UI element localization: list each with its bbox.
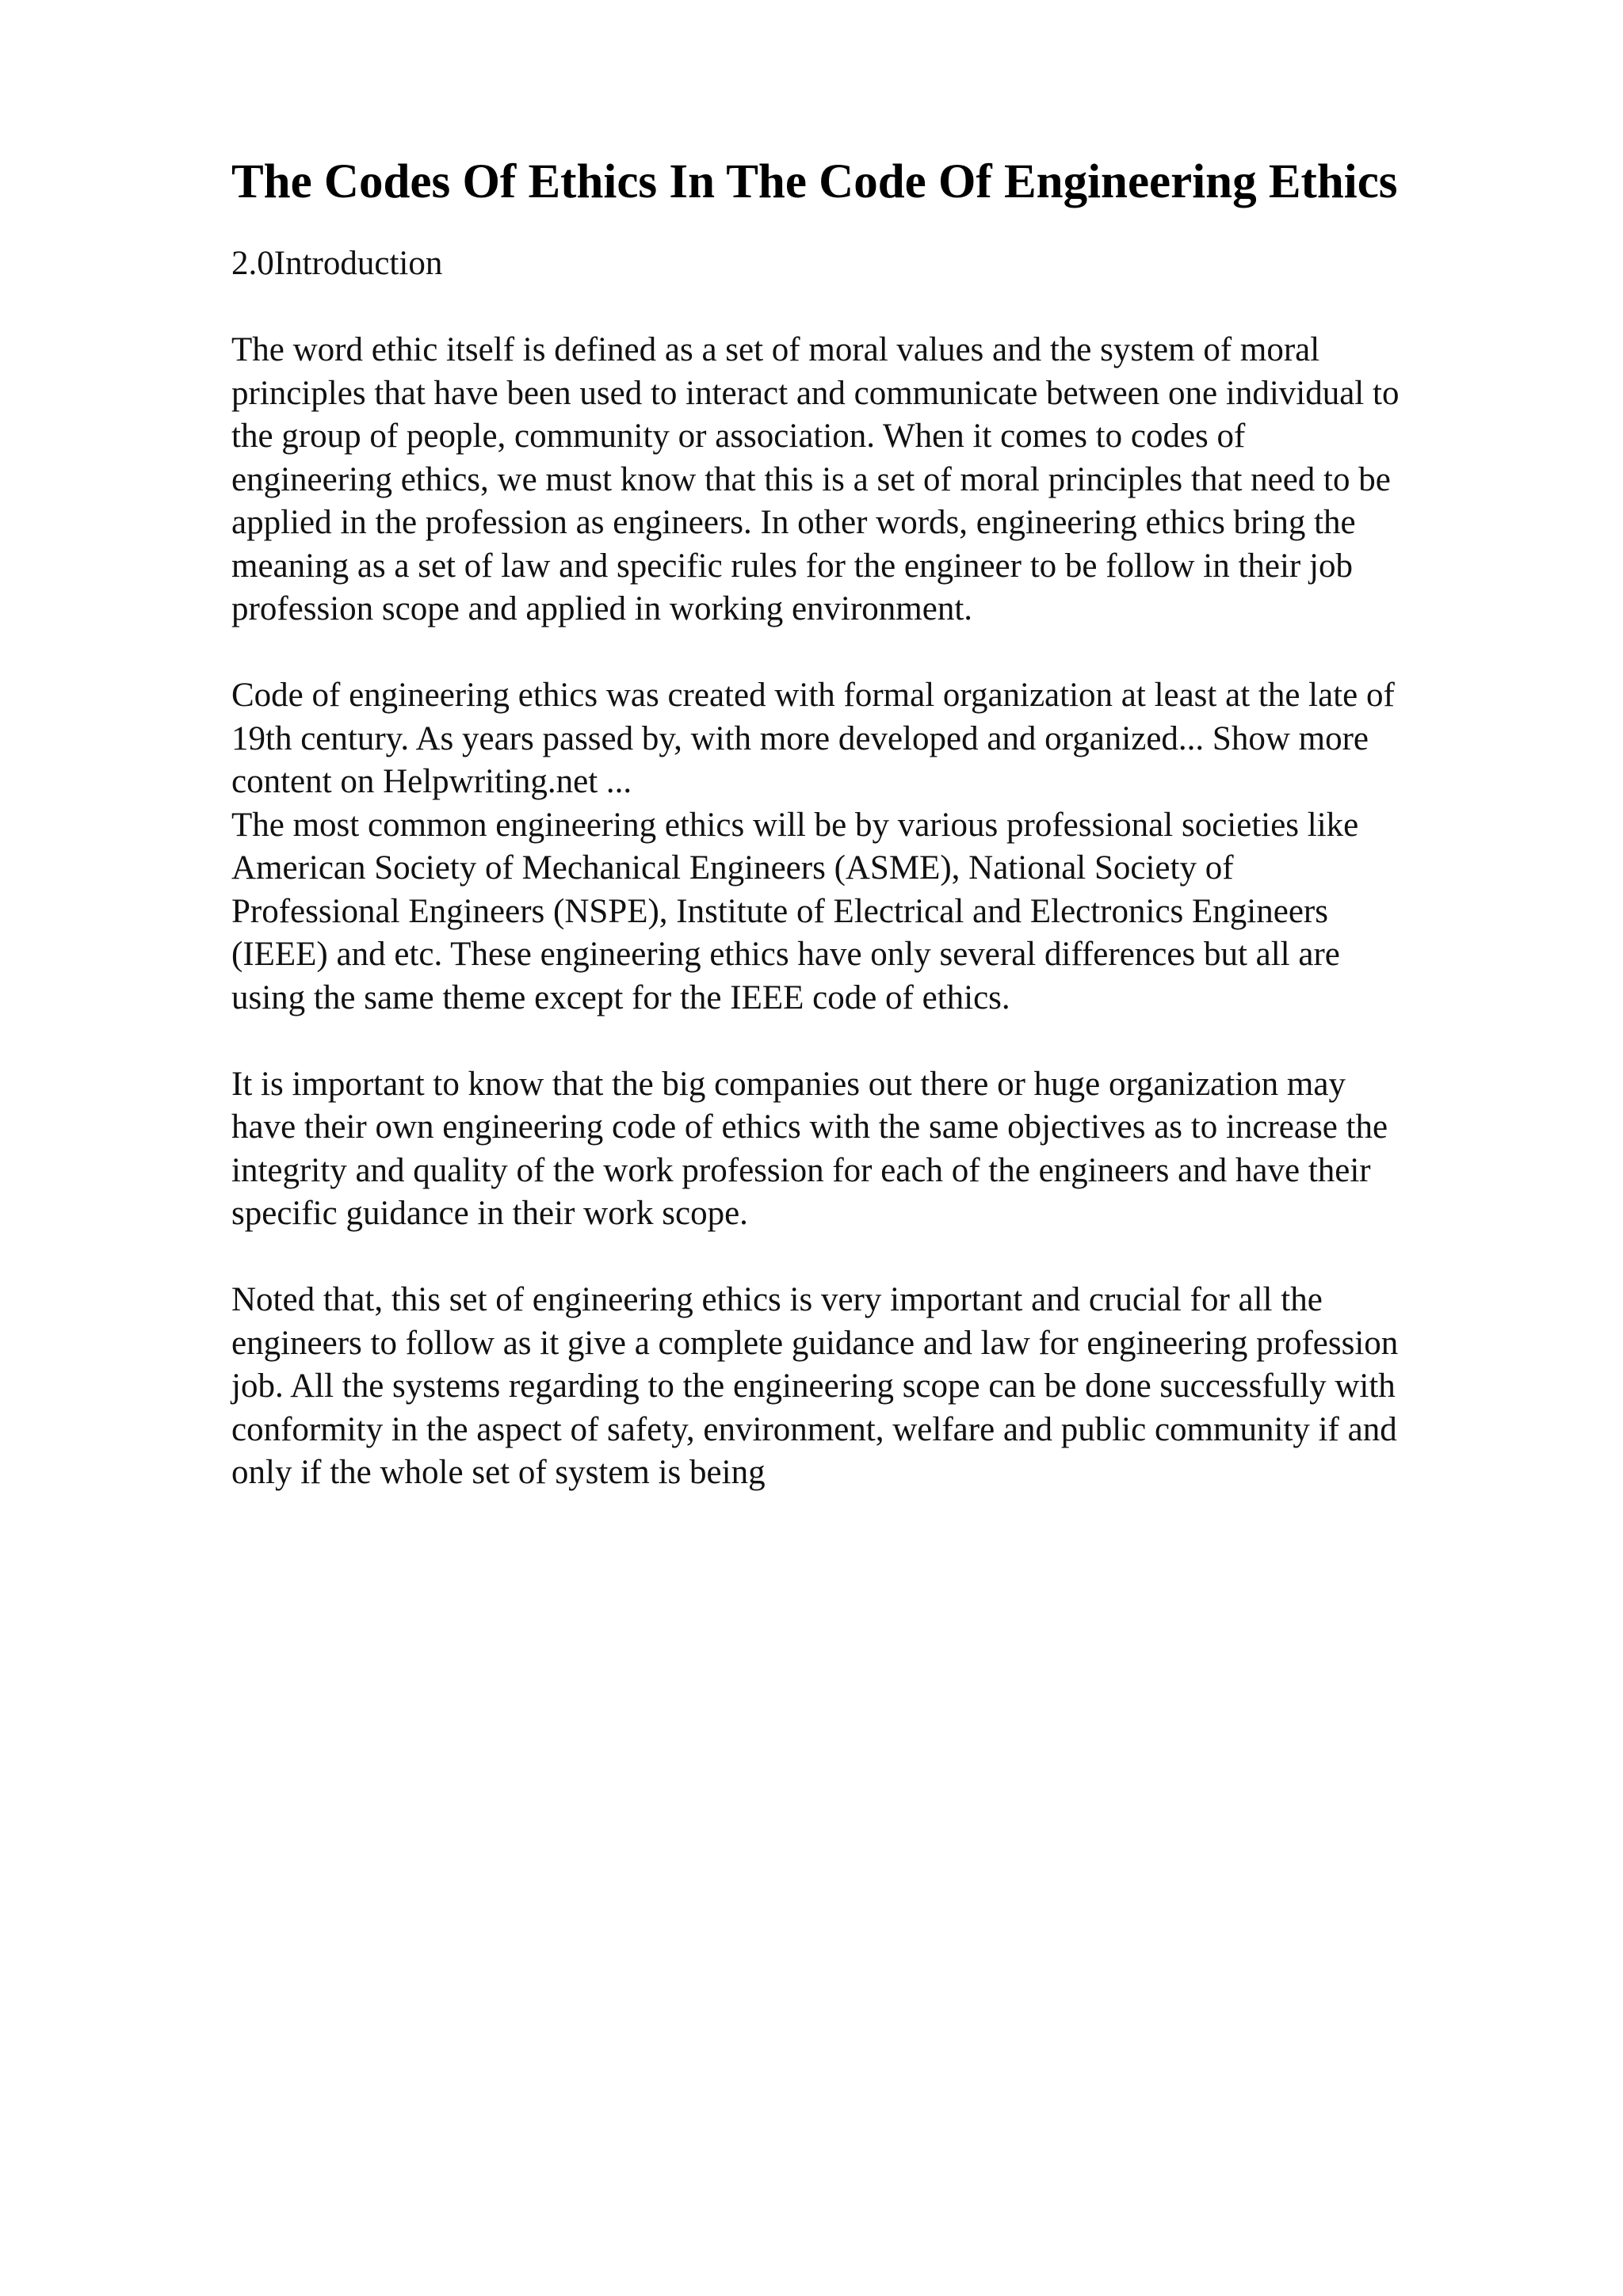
paragraph-1 <box>231 329 1515 631</box>
paragraph-line: job. All the systems regarding to the engineering scope can be done successfully with <box>231 1367 1396 1405</box>
paragraph-line: integrity and quality of the work profession for each of the engineers and have their <box>231 1151 1371 1189</box>
paragraph-line: the group of people, community or association. When it comes to codes of <box>231 418 1246 455</box>
paragraph-line: only if the whole set of system is being <box>231 1454 766 1491</box>
document-body <box>231 242 1515 1495</box>
paragraph-line: The most common engineering ethics will be by various professional societies like <box>231 806 1359 844</box>
paragraph-gap <box>231 1236 1515 1280</box>
paragraph-line: The word ethic itself is defined as a set of moral values and the system of moral <box>231 331 1320 368</box>
paragraph-line: specific guidance in their work scope. <box>231 1195 748 1232</box>
paragraph-line: 19th century. As years passed by, with more developed and organized... Show more <box>231 719 1369 757</box>
paragraph-line: applied in the profession as engineers. In other words, engineering ethics bring the <box>231 504 1356 541</box>
paragraph-line: principles that have been used to interact and communicate between one individual to <box>231 374 1400 412</box>
paragraph-line: engineering ethics, we must know that this is a set of moral principles that need to be <box>231 460 1391 498</box>
paragraph-gap <box>231 1020 1515 1063</box>
paragraph-2 <box>231 674 1515 1020</box>
document-title: The Codes Of Ethics In The Code Of Engineering Ethics <box>231 155 1398 208</box>
paragraph-line: Noted that, this set of engineering ethics is very important and crucial for all the <box>231 1281 1323 1318</box>
section-heading: 2.0Introduction <box>231 245 443 282</box>
paragraph-line: Code of engineering ethics was created with formal organization at least at the late of <box>231 677 1395 714</box>
paragraph-gap <box>231 286 1515 330</box>
paragraph-line: (IEEE) and etc. These engineering ethics have only several differences but all are <box>231 936 1340 973</box>
paragraph-line: Professional Engineers (NSPE), Institute of Electrical and Electronics Engineers <box>231 892 1328 930</box>
paragraph-line: using the same theme except for the IEEE code of ethics. <box>231 978 1010 1016</box>
paragraph-line: content on Helpwriting.net ... <box>231 763 632 800</box>
paragraph-line: engineers to follow as it give a complete guidance and law for engineering profession <box>231 1324 1399 1362</box>
paragraph-line: meaning as a set of law and specific rules for the engineer to be follow in their job <box>231 547 1353 585</box>
paragraph-line: have their own engineering code of ethics with the same objectives as to increase the <box>231 1108 1388 1146</box>
paragraph-line: It is important to know that the big companies out there or huge organization may <box>231 1065 1346 1103</box>
paragraph-line: American Society of Mechanical Engineers (ASME), National Society of <box>231 849 1234 887</box>
paragraph-gap <box>231 631 1515 675</box>
paragraph-line: conformity in the aspect of safety, environment, welfare and public community if and <box>231 1410 1397 1448</box>
paragraph-3 <box>231 1063 1515 1236</box>
paragraph-4 <box>231 1279 1515 1495</box>
paragraph-line: profession scope and applied in working environment. <box>231 590 973 627</box>
